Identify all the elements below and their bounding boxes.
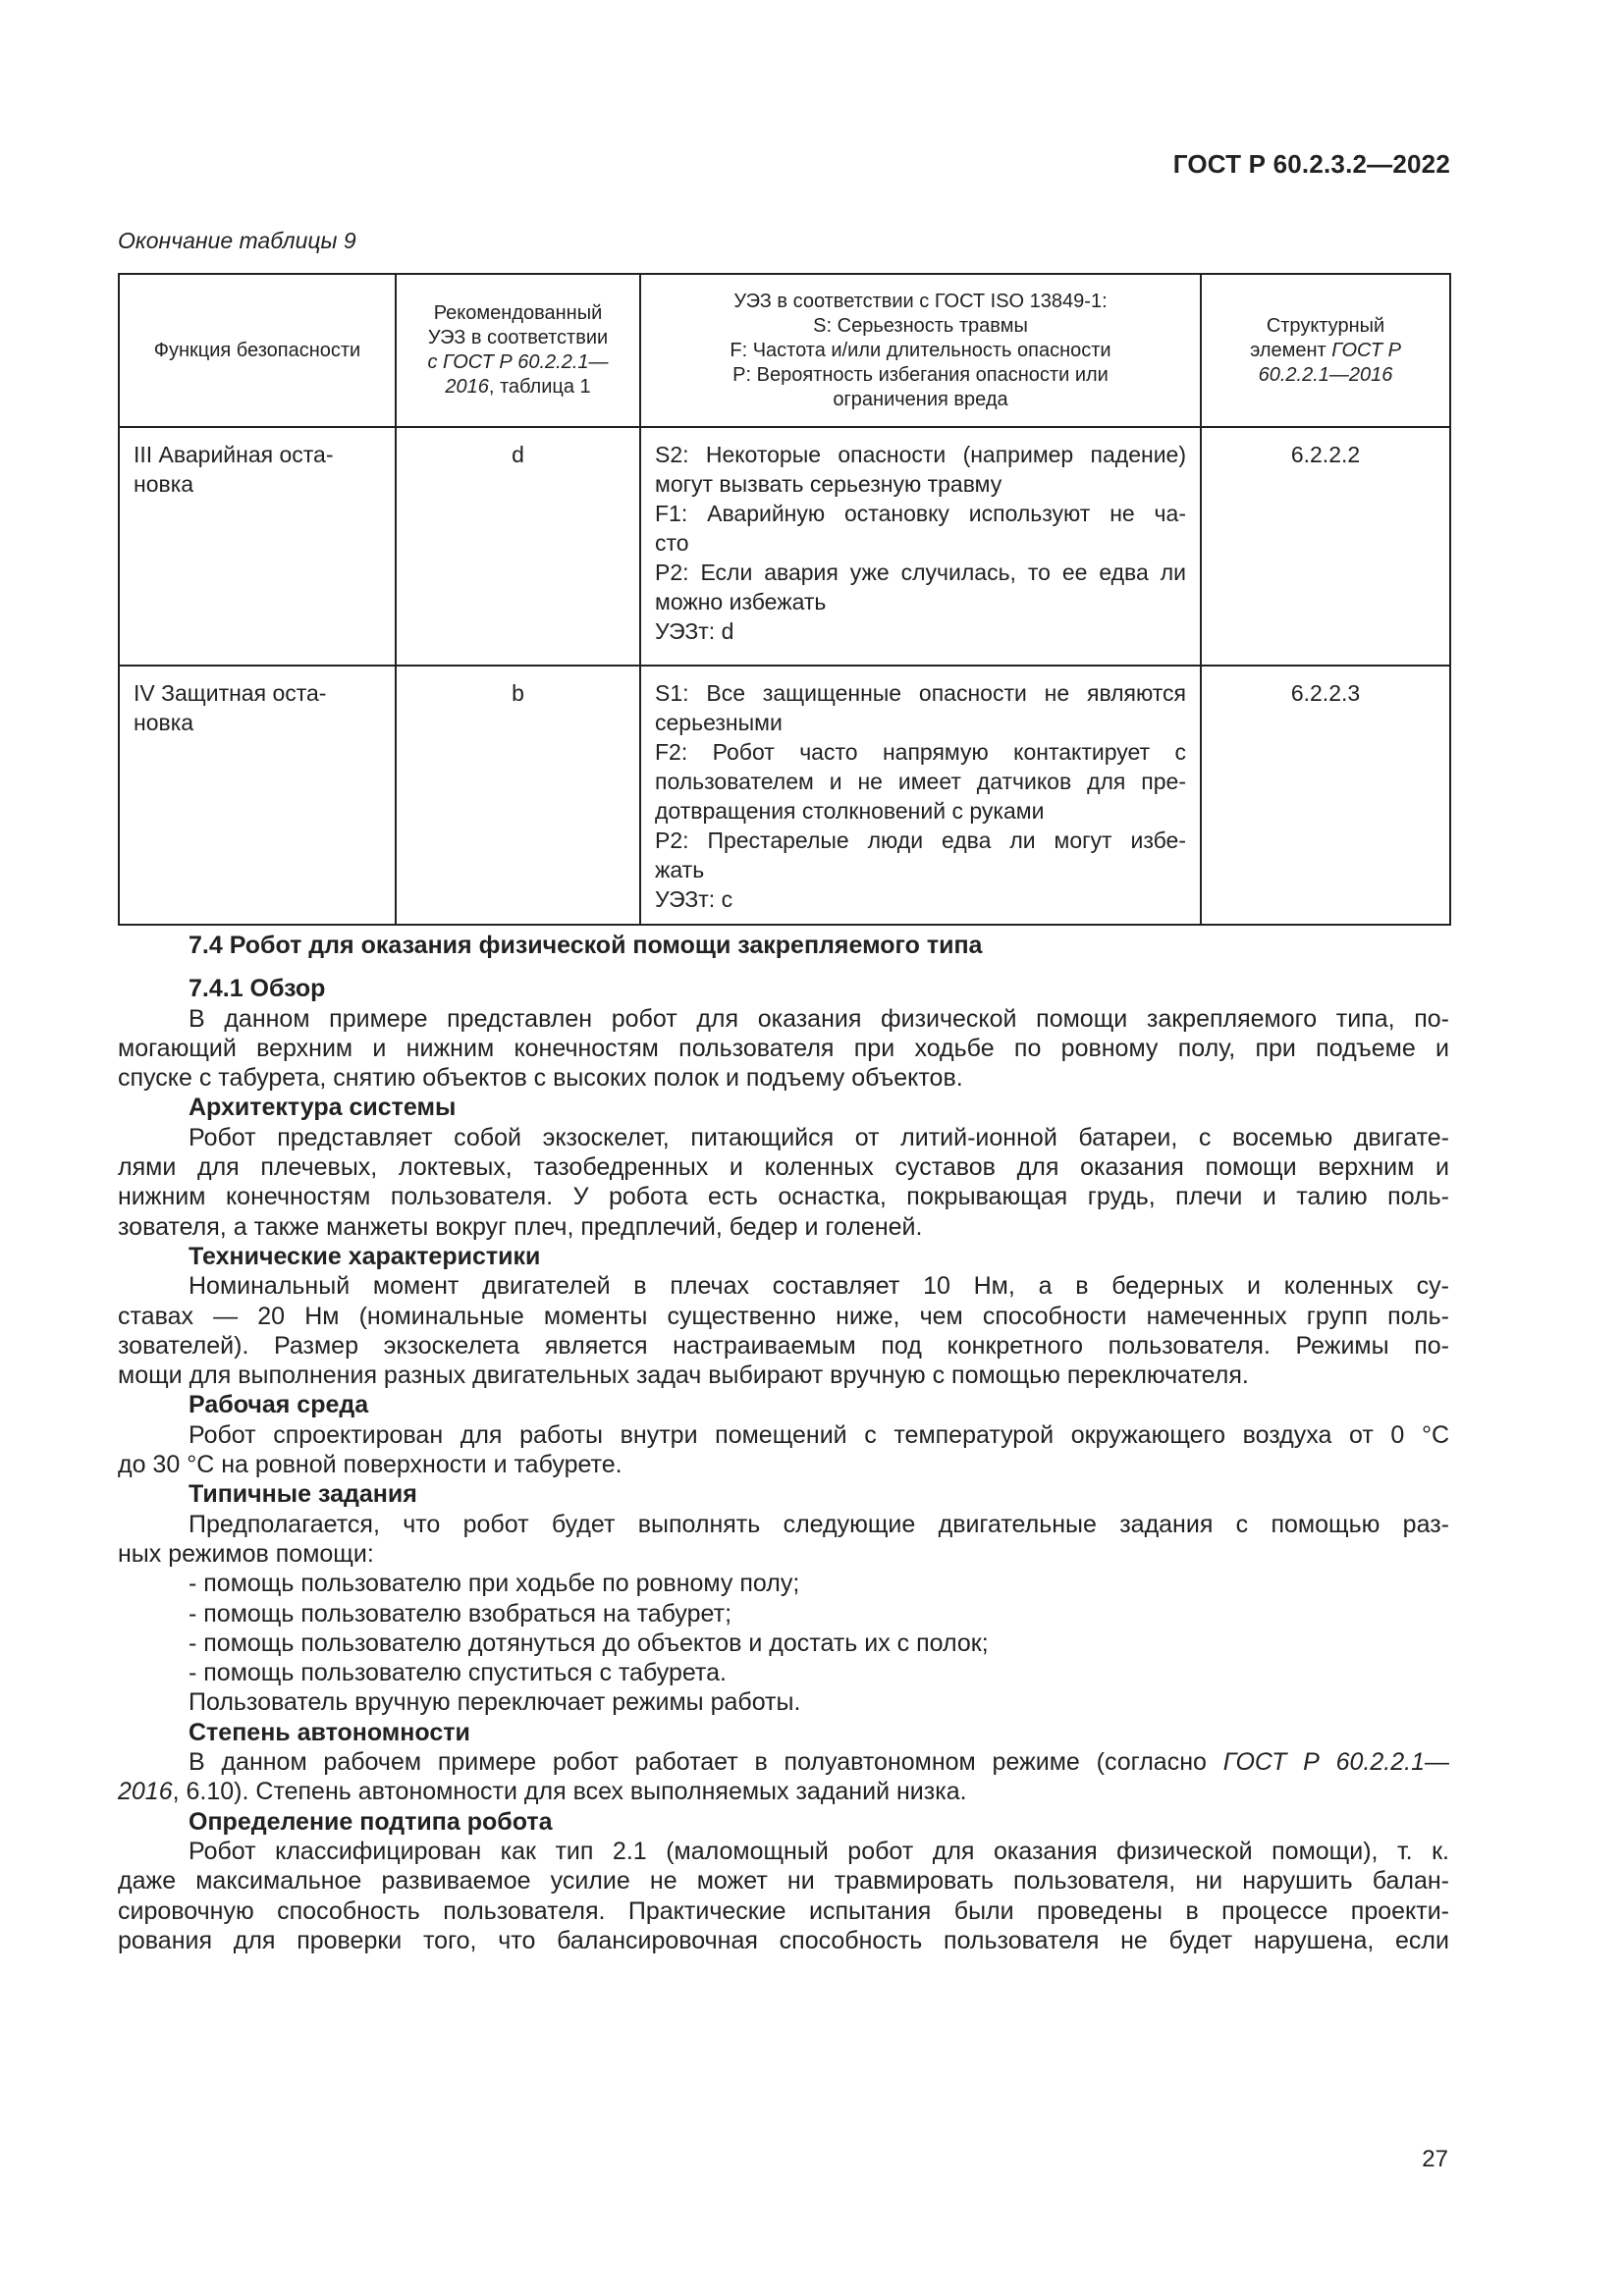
document-code: ГОСТ Р 60.2.3.2—2022 — [1172, 149, 1450, 179]
autonomy-heading: Степень автономности — [189, 1718, 470, 1746]
cell-function: III Аварийная оста- новка — [119, 427, 396, 666]
table-row — [119, 666, 1450, 925]
subtype-paragraph: Робот классифицирован как тип 2.1 (маломощный робот для оказания физической помощи), т. к. даже максимальное развиваемое усилие не может ни травмировать пользователя, ни нарушить балан- сировочную способность пользователя. Практические испытания были проведены в процессе проекти- рования для проверки того, что балансировочная способность пользователя не будет нарушена, если — [118, 1837, 1449, 1954]
cell-description: S1: Все защищенные опасности не являются серьезными F2: Робот часто напрямую контактирует с пользователем и не имеет датчиков для пре- дотвращения столкновений с руками P2: Престарелые люди едва ли могут избе- жать УЭЗт: c — [640, 666, 1201, 925]
header-iso-level: УЭЗ в соответствии с ГОСТ ISO 13849-1: S: Серьезность травмы F: Частота и/или длительность опасности P: Вероятность избегания опасности или ограничения вреда — [640, 274, 1201, 427]
cell-element: 6.2.2.3 — [1201, 666, 1450, 925]
page-number: 27 — [1422, 2146, 1448, 2172]
environment-heading: Рабочая среда — [189, 1391, 369, 1419]
cell-description: S2: Некоторые опасности (например падение) могут вызвать серьезную травму F1: Аварийную остановку используют не ча- сто P2: Если авария уже случилась, то ее едва ли можно избежать УЭЗт: d — [640, 427, 1201, 666]
safety-functions-table — [118, 273, 1451, 926]
cell-element: 6.2.2.2 — [1201, 427, 1450, 666]
architecture-heading: Архитектура системы — [189, 1094, 457, 1122]
tasks-heading: Типичные задания — [189, 1480, 417, 1509]
section-body — [118, 931, 1449, 1955]
header-recommended-level: Рекомендованный УЭЗ в соответствии с ГОСТ Р 60.2.2.1— 2016, таблица 1 — [396, 274, 640, 427]
autonomy-paragraph: В данном рабочем примере робот работает в полуавтономном режиме (согласно ГОСТ Р 60.2.2.1— 2016, 6.10). Степень автономности для всех выполняемых заданий низка. — [118, 1748, 1449, 1806]
architecture-paragraph: Робот представляет собой экзоскелет, питающийся от литий-ионной батареи, с восемью двигате- лями для плечевых, локтевых, тазобедренных и коленных суставов для оказания помощи верхним и нижним конечностям пользователя. У робота есть оснастка, покрывающая грудь, плечи и талию поль- зователя, а также манжеты вокруг плеч, предплечий, бедер и голеней. — [118, 1123, 1449, 1241]
list-item: - помощь пользователю спуститься с табурета. — [189, 1659, 727, 1687]
cell-level: b — [396, 666, 640, 925]
list-item: - помощь пользователю дотянуться до объектов и достать их с полок; — [189, 1629, 989, 1657]
table-header-row — [119, 274, 1450, 427]
tech-heading: Технические характеристики — [189, 1242, 541, 1270]
overview-paragraph: В данном примере представлен робот для оказания физической помощи закрепляемого типа, по- могающий верхним и нижним конечностям пользователя при ходьбе по ровному полу, при подъеме и спуске с табурета, снятию объектов с высоких полок и подъему объектов. — [118, 1004, 1449, 1093]
tasks-intro: Предполагается, что робот будет выполнять следующие двигательные задания с помощью раз- ных режимов помощи: — [118, 1510, 1449, 1568]
subsection-title: 7.4.1 Обзор — [189, 975, 326, 1003]
table-caption: Окончание таблицы 9 — [118, 228, 356, 253]
header-safety-function: Функция безопасности — [119, 274, 396, 427]
tech-paragraph: Номинальный момент двигателей в плечах составляет 10 Нм, а в бедерных и коленных су- ставах — 20 Нм (номинальные моменты существенно ниже, чем способности намеченных групп поль- зователей). Размер экзоскелета является настраиваемым под конкретного пользователя. Режимы по- мощи для выполнения разных двигательных задач выбирают вручную с помощью переключателя. — [118, 1272, 1449, 1390]
section-title: 7.4 Робот для оказания физической помощи закрепляемого типа — [189, 932, 983, 959]
cell-function: IV Защитная оста- новка — [119, 666, 396, 925]
environment-paragraph: Робот спроектирован для работы внутри помещений с температурой окружающего воздуха от 0 °С до 30 °С на ровной поверхности и табурете. — [118, 1420, 1449, 1479]
tasks-note: Пользователь вручную переключает режимы работы. — [189, 1688, 801, 1717]
table-row — [119, 427, 1450, 666]
subtype-heading: Определение подтипа робота — [189, 1807, 553, 1836]
list-item: - помощь пользователю при ходьбе по ровному полу; — [189, 1570, 800, 1598]
header-structural-element: Структурный элемент ГОСТ Р 60.2.2.1—2016 — [1201, 274, 1450, 427]
cell-level: d — [396, 427, 640, 666]
list-item: - помощь пользователю взобраться на табурет; — [189, 1599, 732, 1628]
